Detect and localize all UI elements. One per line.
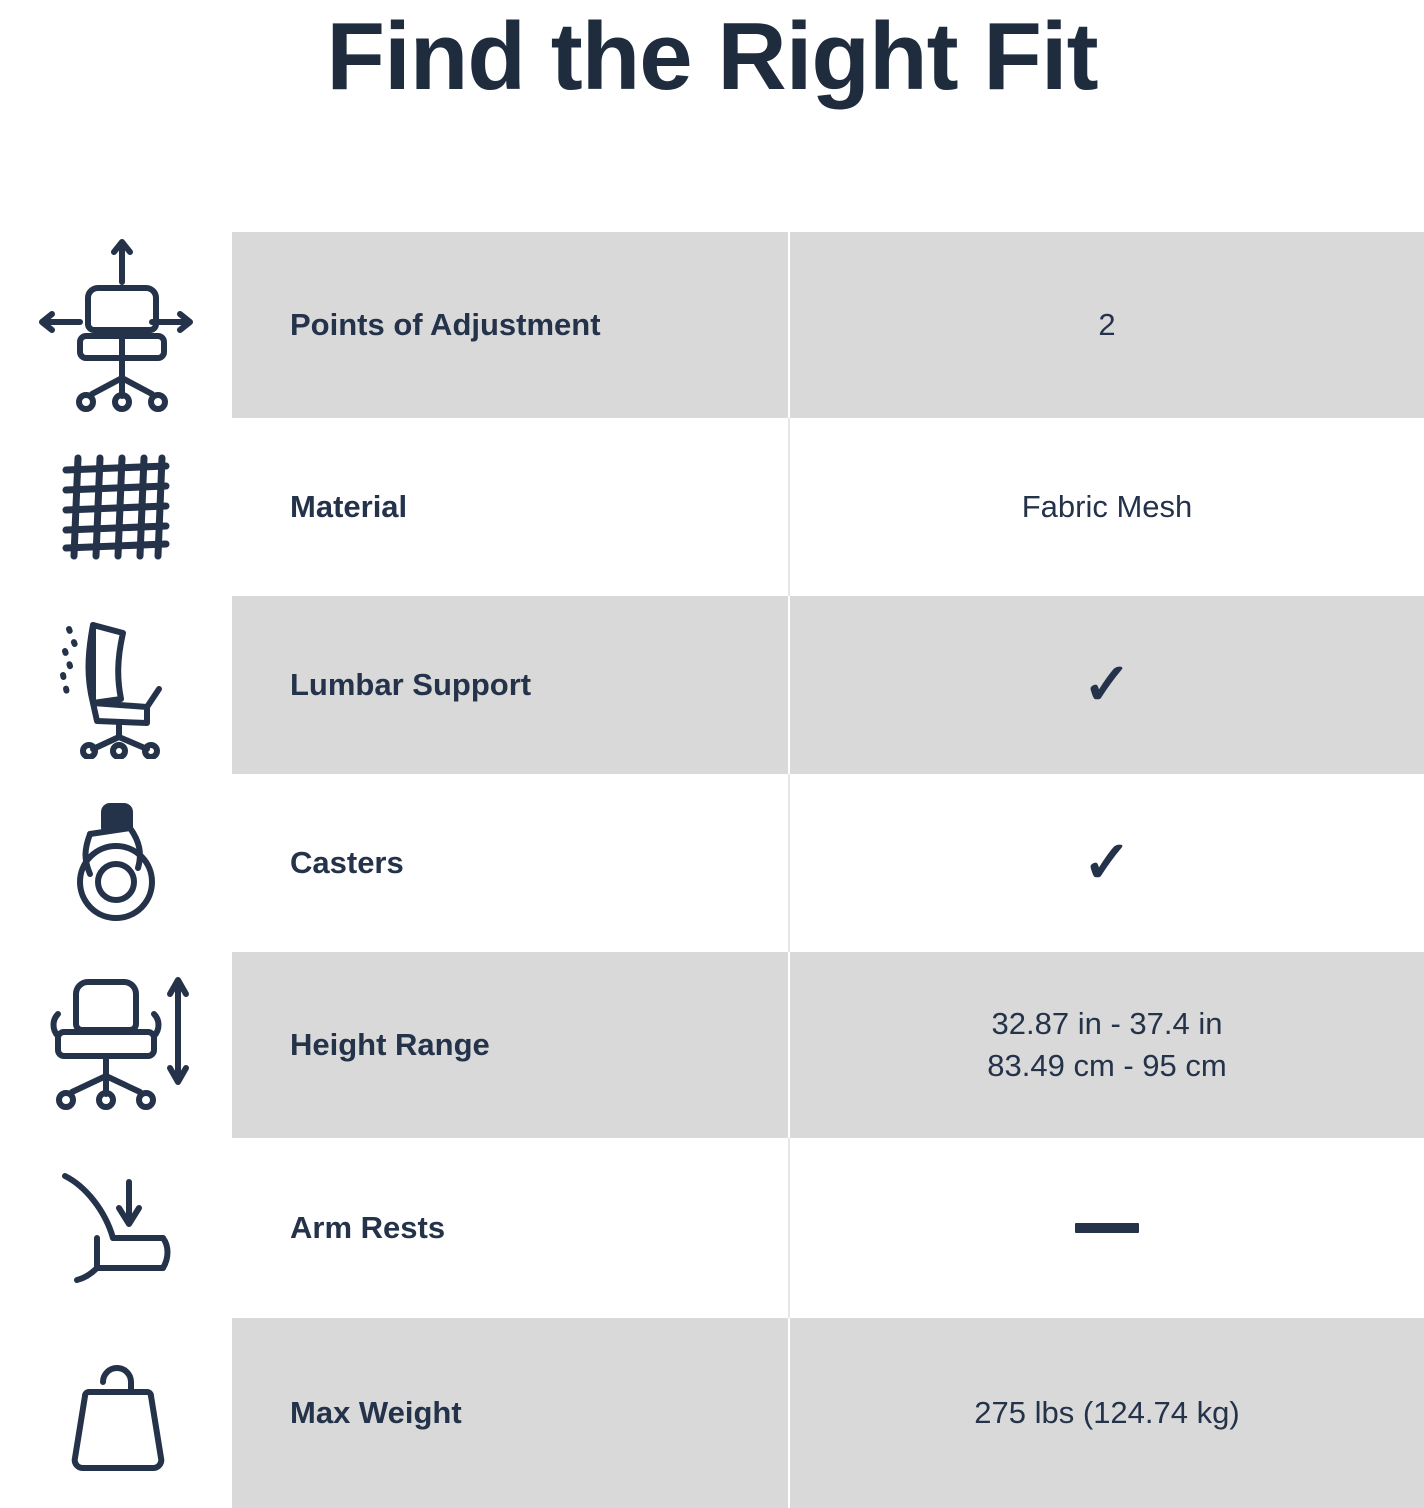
- row-label: Lumbar Support: [232, 596, 788, 774]
- table-row: [0, 952, 1424, 1138]
- check-mark-icon: ✓: [1082, 830, 1132, 895]
- row-icon-cell: [0, 1138, 232, 1318]
- weight-bag-icon: [51, 1348, 181, 1478]
- chair-adjustment-arrows-icon: [36, 236, 196, 414]
- row-label: Casters: [232, 774, 788, 952]
- table-row: [0, 774, 1424, 952]
- row-label: Height Range: [232, 952, 788, 1138]
- row-value: Fabric Mesh: [788, 418, 1424, 596]
- table-row: [0, 1318, 1424, 1508]
- row-label: Max Weight: [232, 1318, 788, 1508]
- row-value: [788, 1138, 1424, 1318]
- mesh-weave-icon: [56, 452, 176, 562]
- row-value: [788, 596, 1424, 774]
- row-value: [788, 774, 1424, 952]
- row-icon-cell: [0, 774, 232, 952]
- caster-wheel-icon: [54, 798, 178, 928]
- chair-lumbar-support-icon: [51, 611, 181, 759]
- page-title: Find the Right Fit: [326, 3, 1098, 110]
- row-value-line2: 83.49 cm - 95 cm: [987, 1048, 1227, 1083]
- row-value: [788, 952, 1424, 1138]
- row-label: Points of Adjustment: [232, 232, 788, 418]
- check-mark-icon: ✓: [1082, 652, 1132, 717]
- row-label: Arm Rests: [232, 1138, 788, 1318]
- table-row: [0, 418, 1424, 596]
- table-row: [0, 596, 1424, 774]
- row-value-line1: 32.87 in - 37.4 in: [991, 1006, 1223, 1042]
- row-icon-cell: [0, 418, 232, 596]
- row-icon-cell: [0, 952, 232, 1138]
- row-value: 275 lbs (124.74 kg): [788, 1318, 1424, 1508]
- table-row: [0, 232, 1424, 418]
- row-value: 2: [788, 232, 1424, 418]
- table-row: [0, 1138, 1424, 1318]
- arm-rest-icon: [51, 1168, 181, 1288]
- row-icon-cell: [0, 232, 232, 418]
- row-label: Material: [232, 418, 788, 596]
- row-icon-cell: [0, 596, 232, 774]
- row-icon-cell: [0, 1318, 232, 1508]
- specs-table: [0, 232, 1424, 1508]
- chair-height-range-icon: [36, 968, 196, 1122]
- dash-icon: [1075, 1223, 1139, 1233]
